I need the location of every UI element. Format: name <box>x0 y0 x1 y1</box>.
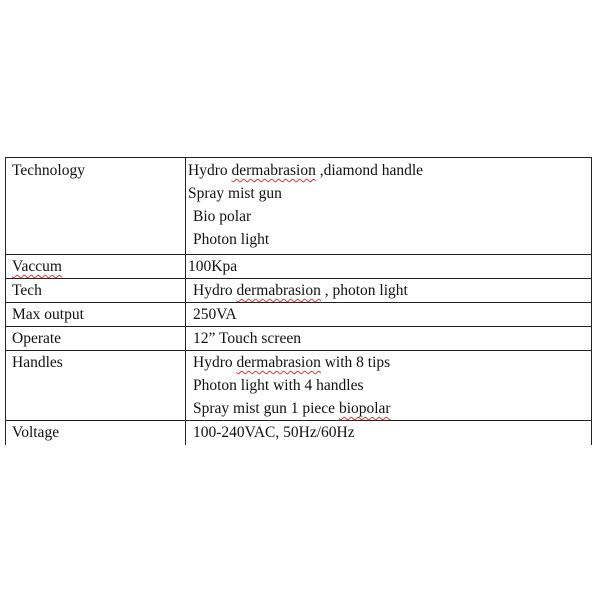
label-cell-handles: Handles <box>6 351 186 421</box>
value-line: Photon light <box>193 231 270 248</box>
label-cell-voltage: Voltage <box>6 421 186 446</box>
value-line: 100Kpa <box>188 258 238 275</box>
label-text: Vaccum <box>12 258 62 275</box>
table-row-voltage <box>6 421 592 446</box>
table-row-technology <box>6 158 592 255</box>
spellcheck-word: dermabrasion <box>231 162 316 179</box>
value-line: Spray mist gun <box>188 185 282 202</box>
table-row-max-output <box>6 303 592 327</box>
value-cell-vaccum <box>186 255 592 279</box>
spec-table <box>5 157 592 445</box>
value-cell-max-output <box>186 303 592 327</box>
value-line: Spray mist gun 1 piece biopolar <box>193 400 391 417</box>
value-line: 250VA <box>193 306 237 323</box>
table-row-handles <box>6 351 592 421</box>
label-cell-max-output: Max output <box>6 303 186 327</box>
spellcheck-word: dermabrasion <box>236 354 321 371</box>
value-line: Hydro dermabrasion with 8 tips <box>193 354 391 371</box>
label-cell-vaccum <box>6 255 186 279</box>
value-cell-handles <box>186 351 592 421</box>
value-line: Photon light with 4 handles <box>193 377 364 394</box>
value-cell-tech <box>186 279 592 303</box>
table-row-operate <box>6 327 592 351</box>
value-cell-operate <box>186 327 592 351</box>
label-cell-operate: Operate <box>6 327 186 351</box>
spellcheck-word: dermabrasion <box>236 282 321 299</box>
label-cell-technology: Technology <box>6 158 186 255</box>
value-line: Hydro dermabrasion ,diamond handle <box>188 162 424 179</box>
value-cell-voltage <box>186 421 592 446</box>
table-row-tech <box>6 279 592 303</box>
label-cell-tech: Tech <box>6 279 186 303</box>
value-line: Bio polar <box>193 208 252 225</box>
value-cell-technology <box>186 158 592 255</box>
value-line: Hydro dermabrasion , photon light <box>193 282 408 299</box>
value-line: 12” Touch screen <box>193 330 301 347</box>
spellcheck-word: biopolar <box>338 400 391 417</box>
value-line: 100-240VAC, 50Hz/60Hz <box>193 424 355 441</box>
table-row-vaccum <box>6 255 592 279</box>
